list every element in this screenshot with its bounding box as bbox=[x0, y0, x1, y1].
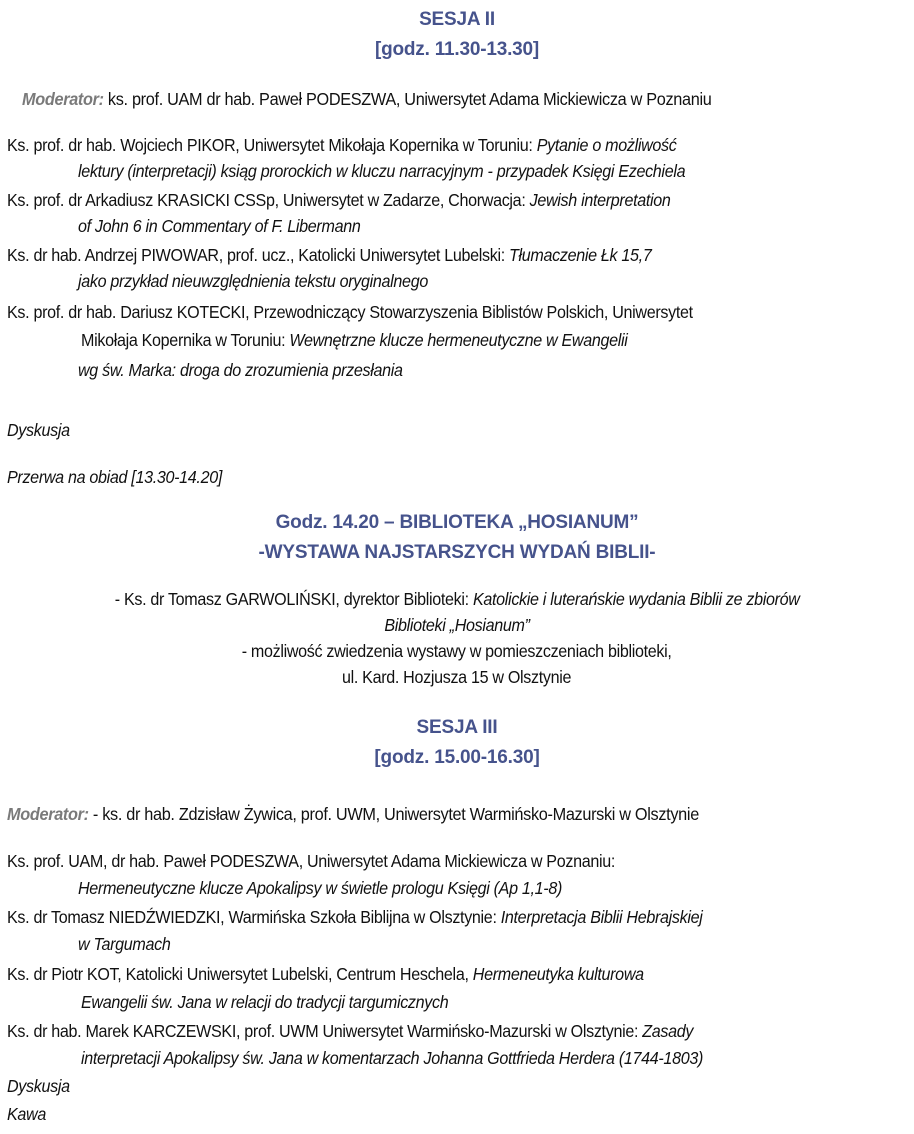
talk-title: Wewnętrzne klucze hermeneutyczne w Ewangelii bbox=[289, 330, 628, 350]
talk-title-cont: interpretacji Apokalipsy św. Jana w komentarzach Johanna Gottfrieda Herdera (1744-1803) bbox=[81, 1048, 704, 1068]
moderator-name: ks. prof. UAM dr hab. Paweł PODESZWA, Uniwersytet Adama Mickiewicza w Poznaniu bbox=[103, 89, 712, 109]
discussion-label: Dyskusja bbox=[7, 1076, 70, 1096]
session2-moderator bbox=[22, 89, 711, 110]
talk-title-cont: Hermeneutyczne klucze Apokalipsy w świetle prologu Księgi (Ap 1,1-8) bbox=[78, 878, 563, 898]
talk-title: Hermeneutyka kulturowa bbox=[472, 964, 644, 984]
session3-moderator bbox=[7, 804, 699, 825]
talk-speaker: Ks. prof. UAM, dr hab. Paweł PODESZWA, Uniwersytet Adama Mickiewicza w Poznaniu: bbox=[7, 851, 616, 871]
library-title: Godz. 14.20 – BIBLIOTEKA „HOSIANUM” bbox=[275, 512, 639, 533]
talk-title-cont: wg św. Marka: droga do zrozumienia przesłania bbox=[78, 360, 403, 380]
speaker: Ks. prof. dr hab. Wojciech PIKOR, Uniwersytet Mikołaja Kopernika w Toruniu: bbox=[7, 135, 537, 155]
speaker: Ks. prof. dr Arkadiusz KRASICKI CSSp, Uniwersytet w Zadarze, Chorwacja: bbox=[7, 190, 530, 210]
talk-title-cont: lektury (interpretacji) ksiąg prorockich w kluczu narracyjnym - przypadek Księgi Ezechiela bbox=[78, 161, 686, 181]
talk-title: Katolickie i luterańskie wydania Biblii ze zbiorów bbox=[472, 589, 800, 609]
address-text: ul. Kard. Hozjusza 15 w Olsztynie bbox=[342, 667, 572, 687]
speaker: Ks. dr Piotr KOT, Katolicki Uniwersytet Lubelski, Centrum Heschela, bbox=[7, 964, 473, 984]
talk-title: Jewish interpretation bbox=[529, 190, 671, 210]
talk-speaker bbox=[7, 1021, 693, 1042]
talk-speaker bbox=[7, 907, 703, 928]
speaker: Ks. dr hab. Andrzej PIWOWAR, prof. ucz., Katolicki Uniwersytet Lubelski: bbox=[7, 245, 510, 265]
library-note bbox=[0, 641, 914, 662]
talk-speaker bbox=[7, 964, 644, 985]
talk-title: Interpretacja Biblii Hebrajskiej bbox=[500, 907, 703, 927]
discussion-label: Dyskusja bbox=[7, 420, 70, 440]
session2-title: SESJA II bbox=[419, 9, 495, 30]
talk-title-cont: of John 6 in Commentary of F. Libermann bbox=[78, 216, 361, 236]
talk-speaker: Ks. prof. dr hab. Dariusz KOTECKI, Przewodniczący Stowarzyszenia Biblistów Polskich, Uniwersytet bbox=[7, 302, 693, 322]
talk-speaker bbox=[7, 245, 651, 266]
coffee-break: Kawa bbox=[7, 1104, 46, 1124]
session2-time: [godz. 11.30-13.30] bbox=[374, 39, 540, 60]
speaker: Mikołaja Kopernika w Toruniu: bbox=[81, 330, 290, 350]
talk-title: Tłumaczenie Łk 15,7 bbox=[509, 245, 652, 265]
moderator-label: Moderator: bbox=[22, 89, 104, 109]
talk-speaker-cont bbox=[81, 330, 628, 351]
talk-title: Pytanie o możliwość bbox=[536, 135, 677, 155]
session3-time: [godz. 15.00-16.30] bbox=[374, 747, 540, 768]
talk-title-cont: Ewangelii św. Jana w relacji do tradycji targumicznych bbox=[81, 992, 449, 1012]
library-talk-cont bbox=[0, 615, 914, 636]
library-subtitle: -WYSTAWA NAJSTARSZYCH WYDAŃ BIBLII- bbox=[258, 542, 656, 563]
library-address bbox=[0, 667, 914, 688]
lunch-break: Przerwa na obiad [13.30-14.20] bbox=[7, 467, 223, 487]
talk-speaker bbox=[7, 135, 676, 156]
talk-title-cont: Biblioteki „Hosianum” bbox=[384, 615, 530, 635]
moderator-label: Moderator: bbox=[7, 804, 89, 824]
note-text: - możliwość zwiedzenia wystawy w pomieszczeniach biblioteki, bbox=[242, 641, 672, 661]
library-talk bbox=[0, 589, 914, 610]
speaker: - Ks. dr Tomasz GARWOLIŃSKI, dyrektor Biblioteki: bbox=[114, 589, 473, 609]
talk-title-cont: w Targumach bbox=[78, 934, 171, 954]
speaker: Ks. dr hab. Marek KARCZEWSKI, prof. UWM Uniwersytet Warmińsko-Mazurski w Olsztynie: bbox=[7, 1021, 643, 1041]
talk-title-cont: jako przykład nieuwzględnienia tekstu oryginalnego bbox=[78, 271, 428, 291]
moderator-name: - ks. dr hab. Zdzisław Żywica, prof. UWM, Uniwersytet Warmińsko-Mazurski w Olsztynie bbox=[88, 804, 699, 824]
talk-title: Zasady bbox=[642, 1021, 694, 1041]
talk-speaker bbox=[7, 190, 671, 211]
speaker: Ks. dr Tomasz NIEDŹWIEDZKI, Warmińska Szkoła Biblijna w Olsztynie: bbox=[7, 907, 501, 927]
session3-title: SESJA III bbox=[416, 717, 498, 738]
